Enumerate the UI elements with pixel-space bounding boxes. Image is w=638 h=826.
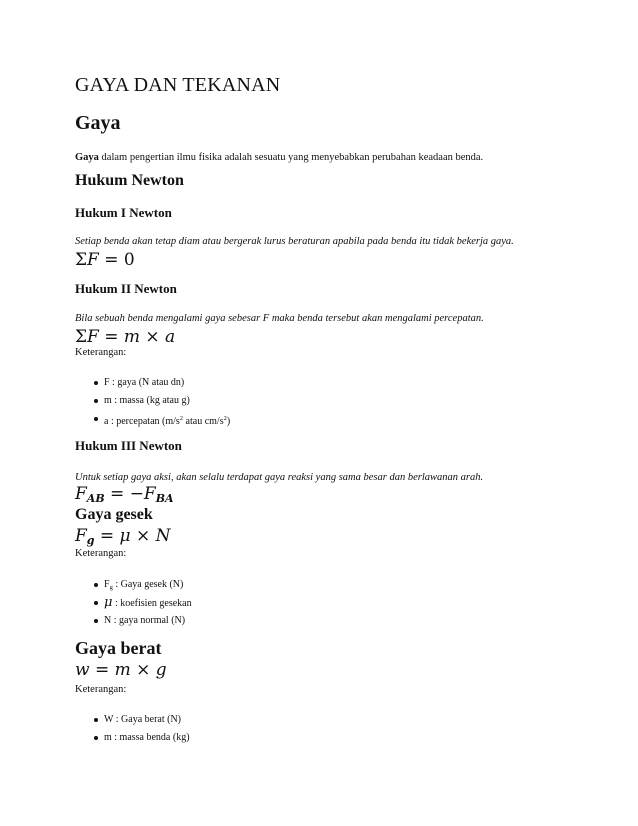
list-item	[104, 594, 192, 612]
formula-rest: = m × a	[98, 327, 176, 347]
bullet-icon	[94, 619, 98, 623]
list-item-text: )	[226, 416, 231, 427]
gaya-berat-list	[104, 711, 190, 747]
list-item	[104, 612, 192, 630]
bullet-icon	[94, 718, 98, 722]
gaya-berat-formula: w = m × g	[75, 660, 167, 680]
formula-subscript: AB	[86, 492, 105, 505]
sigma-symbol: Σ	[75, 327, 88, 347]
list-item	[104, 576, 192, 594]
section-heading-gaya-berat: Gaya berat	[75, 638, 162, 658]
list-item-text: : koefisien gesekan	[112, 598, 192, 609]
formula-rest: = 0	[98, 250, 135, 270]
gaya-definition-text: dalam pengertian ilmu fisika adalah sesuatu yang menyebabkan perubahan keadaan benda.	[98, 152, 484, 163]
gaya-definition	[75, 152, 483, 163]
formula-var-f: F	[75, 526, 87, 546]
list-item-text: W : Gaya berat (N)	[104, 714, 182, 725]
list-item	[104, 374, 230, 392]
list-item	[104, 729, 190, 747]
superscript: 2	[223, 415, 227, 422]
page-title: GAYA DAN TEKANAN	[75, 74, 281, 96]
gaya-bold-term: Gaya	[75, 152, 99, 163]
formula-subscript: BA	[155, 492, 174, 505]
formula-var-f: F	[87, 250, 99, 270]
list-item	[104, 410, 230, 428]
formula-subscript: g	[86, 534, 95, 547]
list-item-text: F	[104, 579, 110, 590]
formula-var-f: F	[87, 327, 99, 347]
bullet-icon	[94, 417, 98, 421]
list-item-text: m : massa benda (kg)	[104, 732, 190, 743]
list-item-text: N : gaya normal (N)	[104, 615, 186, 626]
hukum-3-formula	[75, 484, 174, 505]
formula-rest: = −F	[104, 484, 156, 504]
hukum-1-statement: Setiap benda akan tetap diam atau bergerak lurus beraturan apabila pada benda itu tidak bekerja gaya.	[75, 236, 514, 247]
superscript: 2	[179, 415, 184, 422]
bullet-icon	[94, 583, 98, 587]
bullet-icon	[94, 601, 98, 605]
hukum-2-formula	[75, 327, 175, 347]
keterangan-label: Keterangan:	[75, 548, 127, 559]
bullet-icon	[94, 736, 98, 740]
list-item	[104, 711, 190, 729]
formula-rest: = μ × N	[94, 526, 171, 546]
sigma-symbol: Σ	[75, 250, 88, 270]
hukum-3-statement: Untuk setiap gaya aksi, akan selalu terdapat gaya reaksi yang sama besar dan berlawanan arah.	[75, 472, 484, 483]
keterangan-label: Keterangan:	[75, 347, 127, 358]
mu-symbol: μ	[104, 595, 113, 610]
bullet-icon	[94, 381, 98, 385]
section-heading-gaya: Gaya	[75, 112, 121, 134]
list-item-text: atau cm/s	[183, 416, 224, 427]
section-heading-gaya-gesek: Gaya gesek	[75, 506, 153, 523]
hukum-1-formula	[75, 250, 135, 270]
heading-hukum-3: Hukum III Newton	[75, 438, 182, 453]
list-item-text: m : massa (kg atau g)	[104, 395, 190, 406]
heading-hukum-2: Hukum II Newton	[75, 281, 177, 296]
hukum-2-statement: Bila sebuah benda mengalami gaya sebesar F maka benda tersebut akan mengalami percepatan.	[75, 313, 484, 324]
section-heading-hukum-newton: Hukum Newton	[75, 172, 184, 189]
bullet-icon	[94, 399, 98, 403]
gaya-gesek-list	[104, 576, 192, 630]
list-item-text: : Gaya gesek (N)	[112, 579, 184, 590]
hukum-2-list	[104, 374, 230, 428]
heading-hukum-1: Hukum I Newton	[75, 205, 172, 220]
keterangan-label: Keterangan:	[75, 684, 127, 695]
gaya-gesek-formula	[75, 526, 171, 547]
formula-var-f: F	[75, 484, 87, 504]
list-item	[104, 392, 230, 410]
list-item-text: F : gaya (N atau dn)	[104, 377, 185, 388]
subscript: g	[109, 584, 113, 591]
list-item-text: a : percepatan (m/s	[104, 416, 180, 427]
